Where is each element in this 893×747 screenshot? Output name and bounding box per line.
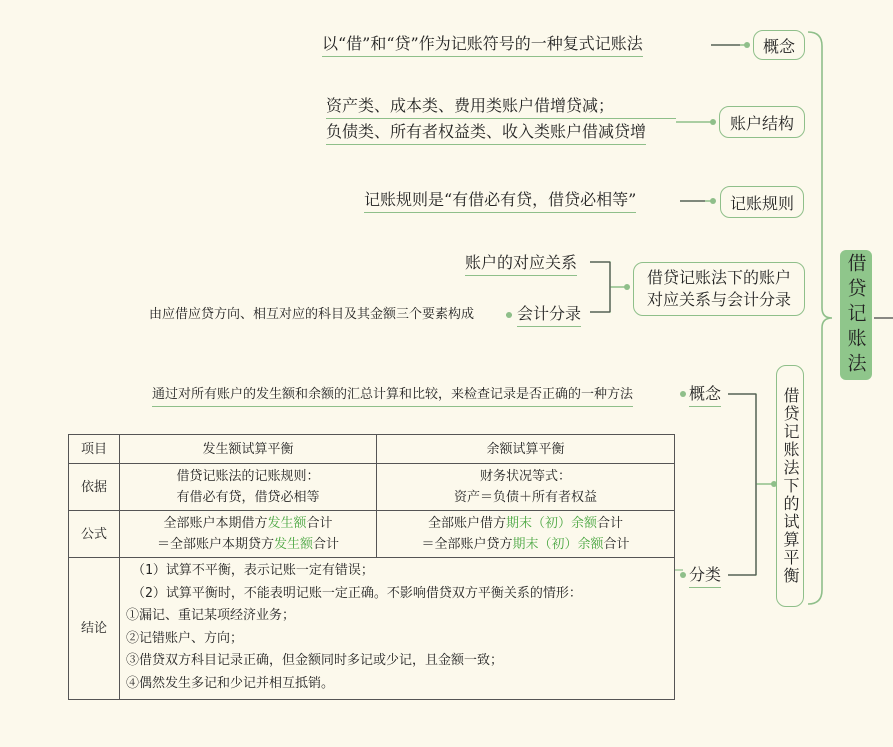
- table-header-row: [69, 435, 675, 464]
- root-label: 借贷记账法: [844, 252, 867, 378]
- structure-leaf-line2: 负债类、所有者权益类、收入类账户借减贷增: [326, 122, 646, 145]
- trial-balance-node[interactable]: [776, 365, 804, 607]
- basis-c1-line1: 借贷记账法的记账规则：: [176, 469, 320, 484]
- conclusion-line: （1）试算不平衡，表示记账一定有错误；: [132, 563, 374, 578]
- row-label-formula: 公式: [69, 511, 120, 558]
- correspondence-child2: 会计分录: [517, 304, 581, 327]
- formula-text: ＝全部账户本期贷方: [156, 537, 274, 552]
- trial-balance-table: [68, 434, 675, 700]
- table-row: [69, 558, 675, 700]
- conclusion-line: ①漏记、重记某项经济业务；: [126, 608, 296, 623]
- trial-category-dot: [680, 572, 686, 578]
- conclusion-cell: [120, 558, 675, 700]
- header-balance: 余额试算平衡: [377, 435, 675, 464]
- structure-label: 账户结构: [729, 113, 794, 133]
- conclusion-line: （2）试算平衡时，不能表明记账一定正确。不影响借贷双方平衡关系的情形：: [132, 585, 582, 601]
- child2-dot: [506, 312, 512, 318]
- correspondence-node[interactable]: [633, 262, 805, 316]
- correspondence-label-line2: 对应关系与会计分录: [646, 290, 791, 309]
- structure-dot: [710, 119, 716, 125]
- concept-leaf: 以“借”和“贷”作为记账符号的一种复式记账法: [322, 34, 643, 57]
- table-row: [69, 464, 675, 511]
- trial-concept-desc: 通过对所有账户的发生额和余额的汇总计算和比较，来检查记录是否正确的一种方法: [152, 386, 633, 407]
- formula-c2-line2: [381, 534, 670, 555]
- concept-label: 概念: [762, 36, 795, 56]
- conclusion-line: ③借贷双方科目记录正确，但金额同时多记或少记，且金额一致；: [126, 653, 504, 668]
- concept-dot: [744, 42, 750, 48]
- concept-node[interactable]: [753, 30, 805, 60]
- correspondence-label-line1: 借贷记账法下的账户: [646, 268, 791, 287]
- formula-occurrence: [120, 511, 377, 558]
- structure-node[interactable]: [719, 106, 805, 138]
- structure-leaf-line1: 资产类、成本类、费用类账户借增贷减；: [326, 96, 615, 115]
- rules-label: 记账规则: [729, 193, 794, 213]
- trial-concept-dot: [680, 391, 686, 397]
- formula-text: 合计: [603, 537, 630, 552]
- rules-node[interactable]: [720, 186, 804, 218]
- trial-concept-label: 概念: [689, 384, 721, 407]
- rules-leaf: 记账规则是“有借必有贷，借贷必相等”: [364, 190, 636, 213]
- formula-balance: [377, 511, 675, 558]
- formula-c1-line2: [124, 534, 372, 555]
- header-occurrence: 发生额试算平衡: [120, 435, 377, 464]
- formula-text: 合计: [597, 516, 624, 531]
- formula-c2-line1: [381, 513, 670, 534]
- formula-text: 合计: [306, 516, 333, 531]
- row-label-basis: 依据: [69, 464, 120, 511]
- row-label-conclusion: 结论: [69, 558, 120, 700]
- correspondence-dot: [624, 284, 630, 290]
- formula-text: 全部账户本期借方: [163, 516, 268, 531]
- formula-highlight: 发生额: [267, 516, 307, 531]
- formula-text: 合计: [313, 537, 340, 552]
- trial-category-label: 分类: [689, 565, 721, 588]
- correspondence-child2-desc: 由应借应贷方向、相互对应的科目及其金额三个要素构成: [149, 307, 475, 322]
- structure-divider: [326, 118, 676, 119]
- formula-highlight: 期末（初）余额: [505, 516, 597, 531]
- trial-balance-label: 借贷记账法下的试算平衡: [781, 387, 800, 585]
- basis-c1-line2: 有借必有贷，借贷必相等: [176, 490, 320, 505]
- formula-highlight: 期末（初）余额: [512, 537, 604, 552]
- conclusion-line: ④偶然发生多记和少记并相互抵销。: [126, 675, 335, 691]
- root-node[interactable]: [840, 250, 872, 380]
- basis-c2-line2: 资产＝负债＋所有者权益: [453, 490, 597, 505]
- basis-c2-line1: 财务状况等式：: [479, 469, 571, 484]
- header-item: 项目: [69, 435, 120, 464]
- formula-text: ＝全部账户贷方: [421, 537, 513, 552]
- formula-c1-line1: [124, 513, 372, 534]
- basis-occurrence: [120, 464, 377, 511]
- table-row: [69, 511, 675, 558]
- correspondence-child1: 账户的对应关系: [465, 253, 577, 276]
- formula-text: 全部账户借方: [427, 516, 506, 531]
- conclusion-line: ②记错账户、方向；: [126, 630, 244, 646]
- basis-balance: [377, 464, 675, 511]
- rules-dot: [710, 198, 716, 204]
- formula-highlight: 发生额: [273, 537, 313, 552]
